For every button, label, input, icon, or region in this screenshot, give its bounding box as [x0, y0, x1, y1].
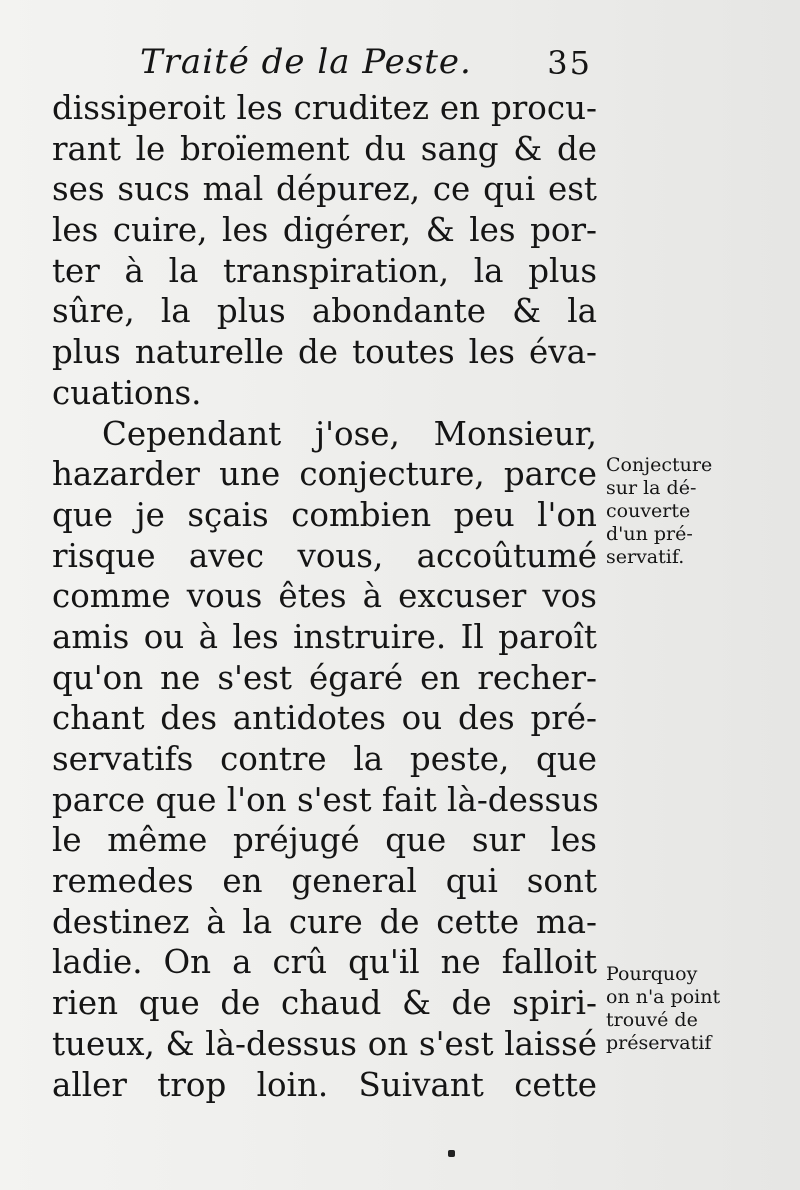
page-header — [52, 42, 592, 90]
text-line: dissiperoit les cruditez en procu- — [52, 89, 597, 127]
margin-note-line: d'un pré- — [606, 523, 693, 545]
text-line: ladie. On a crû qu'il ne falloit — [52, 943, 597, 982]
body-text — [52, 88, 597, 1105]
text-line: remedes en general qui sont — [52, 862, 597, 901]
text-line: parce que l'on s'est fait là-dessus — [52, 780, 599, 819]
text-line: qu'on ne s'est égaré en recher- — [52, 658, 597, 697]
text-line: Cependant j'ose, Monsieur, — [102, 414, 597, 453]
text-line: sûre, la plus abondante & la — [52, 292, 597, 331]
text-line: ses sucs mal dépurez, ce qui est — [52, 170, 597, 209]
text-line: destinez à la cure de cette ma- — [52, 902, 597, 941]
text-line: rant le broïement du sang & de — [52, 129, 597, 168]
text-line: aller trop loin. Suivant cette — [52, 1065, 597, 1104]
margin-note-line: sur la dé- — [606, 477, 697, 499]
text-line: chant des antidotes ou des pré- — [52, 699, 597, 738]
text-line: risque avec vous, accoûtumé — [52, 536, 597, 575]
margin-note-line: servatif. — [606, 546, 685, 568]
text-line: ter à la transpiration, la plus — [52, 251, 597, 290]
text-line: hazarder une conjecture, parce — [52, 455, 597, 494]
text-line: que je sçais combien peu l'on — [52, 495, 597, 534]
margin-note-line: préservatif — [606, 1032, 712, 1054]
text-line: comme vous êtes à excuser vos — [52, 577, 597, 616]
text-line: rien que de chaud & de spiri- — [52, 984, 597, 1023]
margin-note-line: Pourquoy — [606, 963, 698, 985]
text-line: servatifs contre la peste, que — [52, 740, 597, 778]
text-line: tueux, & là-dessus on s'est laissé — [52, 1024, 597, 1063]
margin-note-line: couverte — [606, 500, 691, 522]
running-title: Traité de la Peste. — [140, 42, 472, 82]
margin-note-line: Conjecture — [606, 454, 713, 476]
text-line: cuations. — [52, 373, 202, 412]
text-line: les cuire, les digérer, & les por- — [52, 211, 597, 250]
text-line: plus naturelle de toutes les éva- — [52, 333, 597, 372]
text-line: le même préjugé que sur les — [52, 821, 597, 860]
printer-mark — [448, 1150, 455, 1157]
margin-note-pourquoy — [606, 963, 771, 1055]
margin-note-line: on n'a point — [606, 986, 721, 1008]
page-number: 35 — [547, 44, 592, 82]
margin-note-conjecture — [606, 454, 771, 569]
text-line: amis ou à les instruire. Il paroît — [52, 617, 597, 656]
margin-note-line: trouvé de — [606, 1009, 698, 1031]
